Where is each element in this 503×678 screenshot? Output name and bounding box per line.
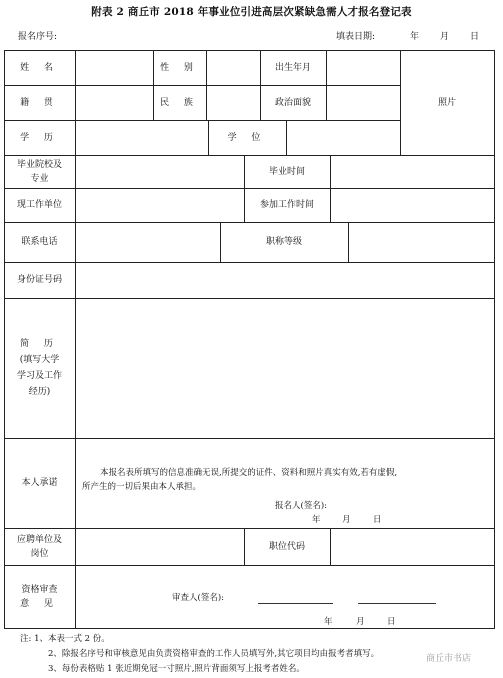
reviewer-second-line[interactable] <box>358 602 436 604</box>
review-date-year: 年 <box>324 617 333 627</box>
review-label-line1: 资格审查 <box>21 584 58 595</box>
review-label-line2: 意 见 <box>20 598 59 609</box>
apply-unit-label-line1: 应聘单位及 <box>16 534 62 545</box>
gender-field[interactable] <box>206 50 260 85</box>
post-code-field[interactable] <box>330 528 494 565</box>
title-rank-field[interactable] <box>348 222 494 262</box>
review-date-day: 日 <box>387 617 396 627</box>
reviewer-label: 审查人(签名): <box>172 593 224 603</box>
name-field[interactable] <box>75 50 153 85</box>
pledge-text-line1: 本报名表所填写的信息准确无误,所提交的证件、资料和照片真实有效,若有虚假, <box>100 468 398 478</box>
signer-label: 报名人(签名): <box>275 501 327 511</box>
phone-field[interactable] <box>75 222 220 262</box>
reviewer-signature-line[interactable] <box>258 602 333 604</box>
photo-box[interactable] <box>400 50 494 155</box>
school-major-label-line1: 毕业院校及 <box>16 159 62 170</box>
date-month-label: 月 <box>440 32 450 42</box>
birth-date-label: 出生年月 <box>274 62 311 73</box>
political-status-field[interactable] <box>326 85 400 120</box>
apply-unit-label-line2: 岗位 <box>30 548 49 559</box>
gender-label: 性 别 <box>160 62 199 73</box>
work-unit-field[interactable] <box>75 188 244 222</box>
education-field[interactable] <box>75 120 208 155</box>
ethnicity-label: 民 族 <box>160 97 199 108</box>
signer-date-day: 日 <box>373 515 382 525</box>
fill-date-label: 填表日期: <box>336 32 376 42</box>
signer-date-year: 年 <box>312 515 321 525</box>
pledge-text-line2: 所产生的一切后果由本人承担。 <box>82 482 202 492</box>
apply-unit-label <box>4 528 75 565</box>
date-day-label: 日 <box>470 32 480 42</box>
title-rank-label: 职称等级 <box>265 237 302 247</box>
ethnicity-field[interactable] <box>206 85 260 120</box>
birth-date-field[interactable] <box>326 50 400 85</box>
education-label: 学 历 <box>20 132 59 143</box>
resume-label <box>4 298 75 438</box>
work-start-field[interactable] <box>330 188 494 222</box>
school-major-field[interactable] <box>75 155 244 188</box>
pledge-label: 本人承诺 <box>21 478 58 488</box>
degree-field[interactable] <box>286 120 400 155</box>
school-major-label <box>4 155 75 188</box>
post-code-label: 职位代码 <box>268 541 305 552</box>
political-status-label: 政治面貌 <box>274 97 311 108</box>
review-label <box>4 565 75 628</box>
native-place-field[interactable] <box>75 85 153 120</box>
phone-label: 联系电话 <box>21 237 58 247</box>
id-number-field[interactable] <box>75 262 494 298</box>
signer-date-month: 月 <box>342 515 351 525</box>
graduation-time-field[interactable] <box>330 155 494 188</box>
work-start-label: 参加工作时间 <box>259 200 314 210</box>
school-major-label-line2: 专业 <box>30 173 49 184</box>
note-2: 2、除报名序号和审核意见由负责资格审查的工作人员填写外,其它项目均由报考者填写。 <box>48 649 380 659</box>
resume-label-line2: (填写大学 <box>19 355 60 365</box>
pledge-text <box>82 466 488 494</box>
serial-number-label: 报名序号: <box>18 32 58 42</box>
note-1: 注: 1、本表一式 2 份。 <box>20 634 110 644</box>
date-year-label: 年 <box>410 32 420 42</box>
work-unit-label: 现工作单位 <box>16 200 62 210</box>
form-title: 附表 2 商丘市 2018 年事业位引进高层次紧缺急需人才报名登记表 <box>91 6 412 18</box>
watermark-text: 商丘市书店 <box>426 654 472 664</box>
note-3: 3、每份表格贴 1 张近期免冠一寸照片,照片背面须写上报考者姓名。 <box>48 664 305 674</box>
resume-label-line3: 学习及工作 <box>16 371 62 381</box>
native-place-label: 籍 贯 <box>20 97 59 108</box>
name-label: 姓 名 <box>20 62 59 73</box>
degree-label: 学 位 <box>227 132 267 143</box>
resume-field[interactable] <box>75 298 494 438</box>
photo-label: 照片 <box>437 97 456 108</box>
review-date-month: 月 <box>356 617 365 627</box>
apply-unit-field[interactable] <box>75 528 244 565</box>
resume-label-line4: 经历) <box>28 387 51 397</box>
resume-label-line1: 简 历 <box>20 339 59 349</box>
id-number-label: 身份证号码 <box>16 275 62 285</box>
graduation-time-label: 毕业时间 <box>268 166 305 177</box>
